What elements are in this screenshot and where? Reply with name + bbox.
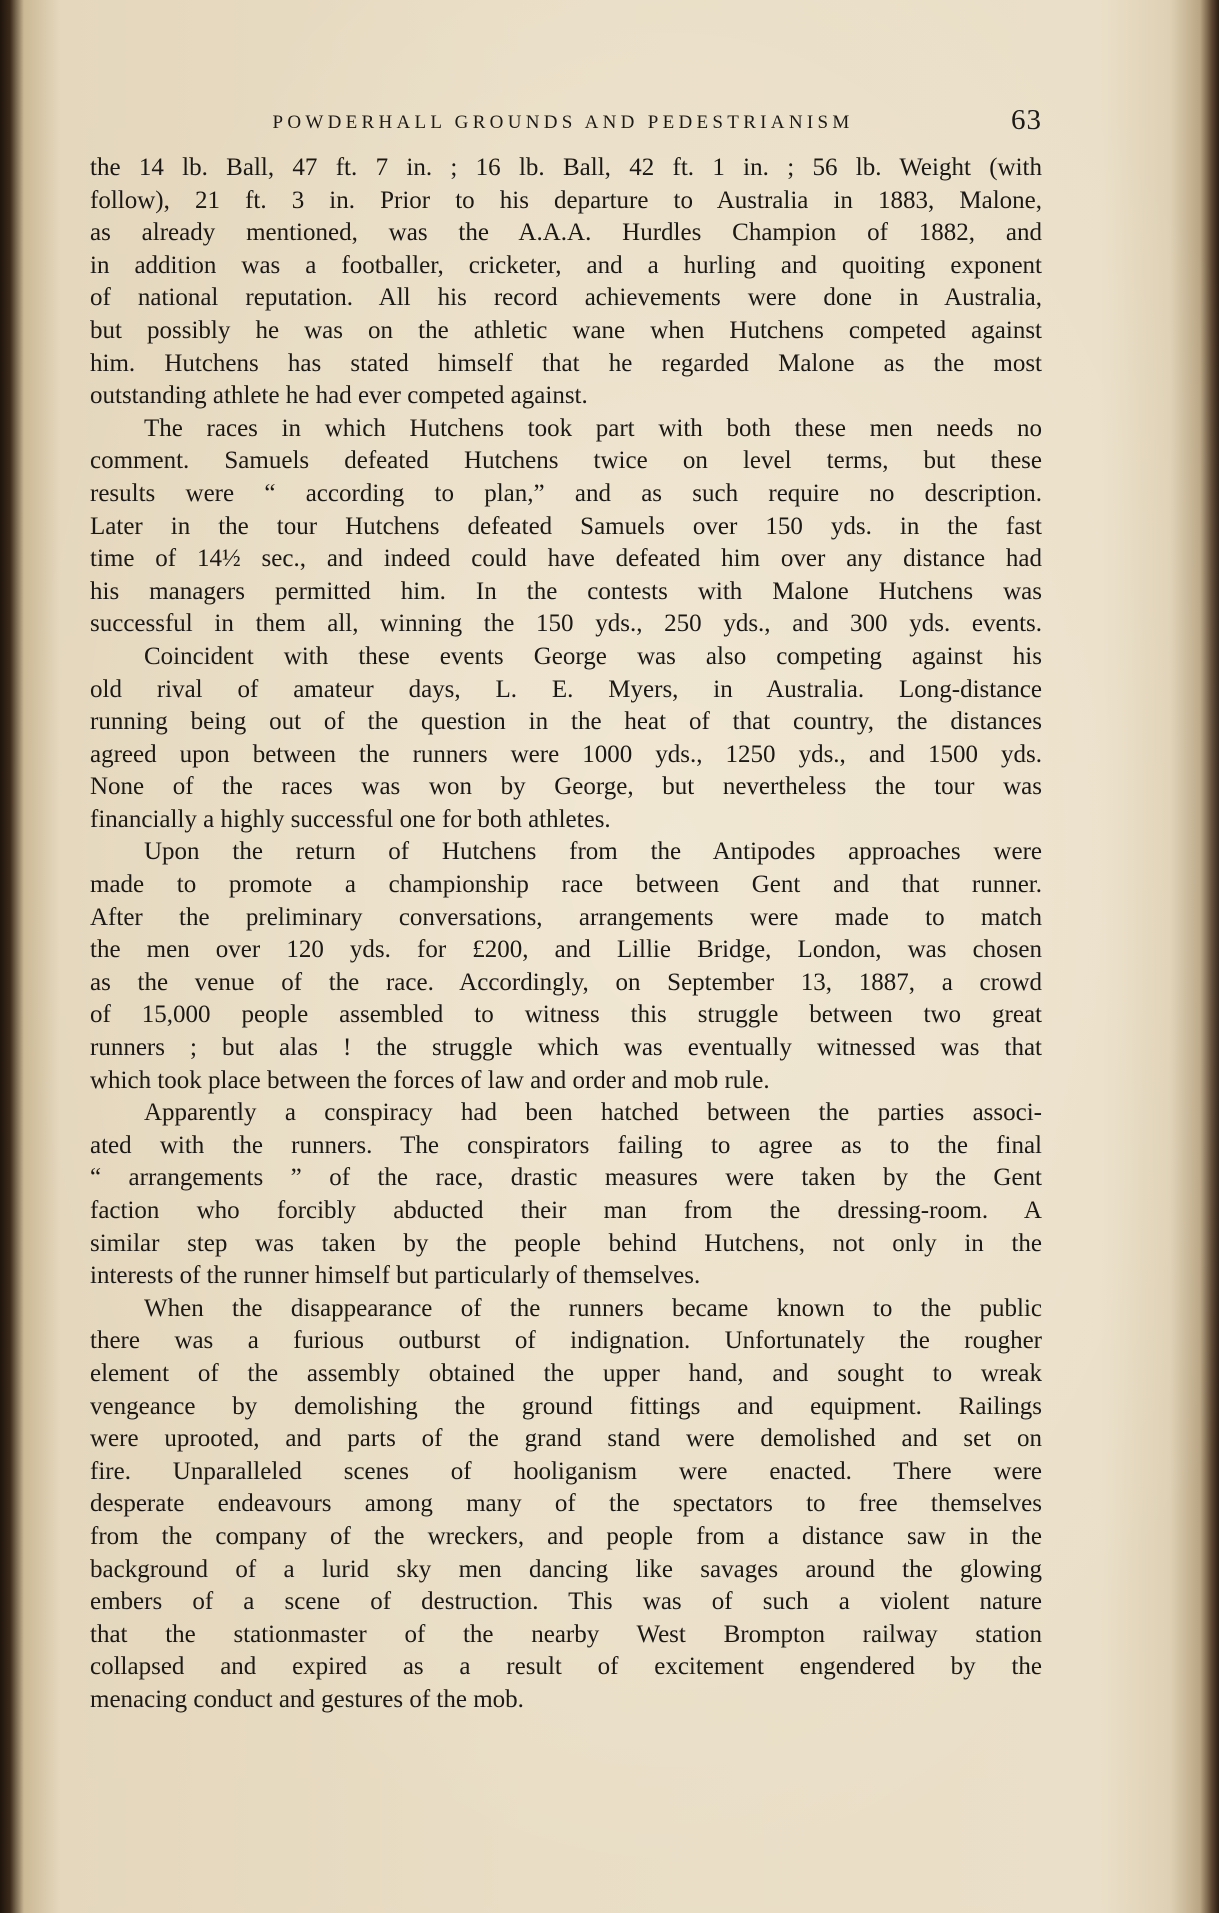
text-line: his managers permitted him. In the contests with Malone Hutchens was [90,577,1042,605]
text-line: in addition was a footballer, cricketer, and a hurling and quoiting exponent [90,251,1042,279]
text-line: menacing conduct and gestures of the mob. [90,1685,524,1713]
text-line: element of the assembly obtained the upper hand, and sought to wreak [90,1359,1042,1387]
text-line: as already mentioned, was the A.A.A. Hurdles Champion of 1882, and [90,219,1042,247]
text-line: The races in which Hutchens took part with both these men needs no [144,414,1042,442]
text-line: of national reputation. All his record achievements were done in Australia, [90,284,1042,312]
text-line: from the company of the wreckers, and people from a distance saw in the [90,1522,1042,1550]
text-line: After the preliminary conversations, arrangements were made to match [90,903,1042,931]
text-line: ated with the runners. The conspirators failing to agree as to the final [90,1131,1042,1159]
page-header [178,104,1042,144]
text-line: old rival of amateur days, L. E. Myers, in Australia. Long-distance [90,675,1042,703]
text-line: Later in the tour Hutchens defeated Samuels over 150 yds. in the fast [90,512,1042,540]
text-line: desperate endeavours among many of the spectators to free themselves [90,1490,1042,1518]
text-line: interests of the runner himself but particularly of themselves. [90,1262,701,1290]
running-head: POWDERHALL GROUNDS AND PEDESTRIANISM [272,112,854,133]
text-line: but possibly he was on the athletic wane when Hutchens competed against [90,316,1042,344]
text-line: that the stationmaster of the nearby West Brompton railway station [90,1620,1042,1648]
text-line: the men over 120 yds. for £200, and Lillie Bridge, London, was chosen [90,936,1042,964]
text-line: Apparently a conspiracy had been hatched between the parties associ- [144,1099,1042,1127]
text-line: When the disappearance of the runners became known to the public [144,1294,1042,1322]
text-line: running being out of the question in the heat of that country, the distances [90,708,1042,736]
text-line: him. Hutchens has stated himself that he regarded Malone as the most [90,349,1042,377]
body-text [90,152,1042,1717]
text-line: which took place between the forces of law and order and mob rule. [90,1066,770,1094]
text-line: runners ; but alas ! the struggle which was eventually witnessed was that [90,1034,1042,1062]
text-line: vengeance by demolishing the ground fittings and equipment. Railings [90,1392,1042,1420]
text-line: Upon the return of Hutchens from the Antipodes approaches were [144,838,1042,866]
text-line: comment. Samuels defeated Hutchens twice on level terms, but these [90,447,1042,475]
text-line: time of 14½ sec., and indeed could have defeated him over any distance had [90,545,1042,573]
text-line: None of the races was won by George, but nevertheless the tour was [90,773,1042,801]
page-number: 63 [1011,104,1042,136]
text-line: there was a furious outburst of indignation. Unfortunately the rougher [90,1327,1042,1355]
text-line: Coincident with these events George was also competing against his [144,642,1042,670]
text-line: “ arrangements ” of the race, drastic measures were taken by the Gent [90,1164,1042,1192]
text-line: follow), 21 ft. 3 in. Prior to his departure to Australia in 1883, Malone, [90,186,1042,214]
text-line: the 14 lb. Ball, 47 ft. 7 in. ; 16 lb. Ball, 42 ft. 1 in. ; 56 lb. Weight (with [90,154,1042,181]
text-line: background of a lurid sky men dancing like savages around the glowing [90,1555,1042,1583]
text-line: as the venue of the race. Accordingly, on September 13, 1887, a crowd [90,968,1042,996]
text-line: financially a highly successful one for both athletes. [90,805,611,833]
text-line: results were “ according to plan,” and as such require no description. [90,479,1042,507]
text-line: collapsed and expired as a result of excitement engendered by the [90,1653,1042,1681]
text-line: outstanding athlete he had ever competed against. [90,382,588,410]
text-line: faction who forcibly abducted their man from the dressing-room. A [90,1197,1042,1224]
text-line: fire. Unparalleled scenes of hooliganism were enacted. There were [90,1457,1042,1485]
text-line: similar step was taken by the people behind Hutchens, not only in the [90,1229,1042,1257]
text-line: made to promote a championship race between Gent and that runner. [90,871,1042,899]
text-line: embers of a scene of destruction. This was of such a violent nature [90,1588,1042,1616]
text-line: of 15,000 people assembled to witness this struggle between two great [90,1001,1042,1029]
text-line: were uprooted, and parts of the grand stand were demolished and set on [90,1425,1042,1453]
text-line: agreed upon between the runners were 1000 yds., 1250 yds., and 1500 yds. [90,740,1042,768]
text-line: successful in them all, winning the 150 yds., 250 yds., and 300 yds. events. [90,610,1042,638]
